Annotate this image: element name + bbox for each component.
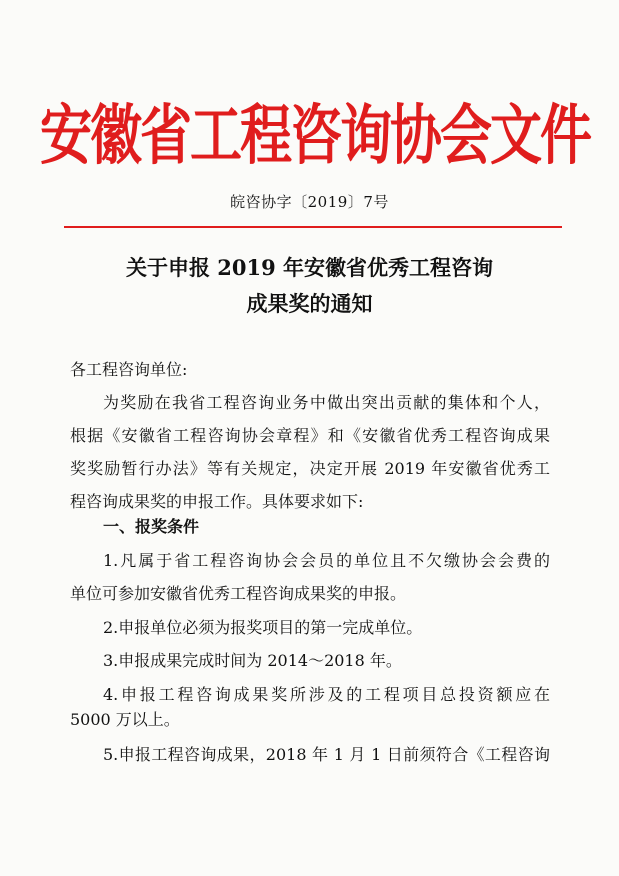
salutation: 各工程咨询单位: <box>70 360 188 379</box>
document-number: 皖咨协字〔2019〕7号 <box>230 193 389 211</box>
intro-line-1: 为奖励在我省工程咨询业务中做出突出贡献的集体和个人， <box>103 393 550 412</box>
section-heading-award-conditions: 一、报奖条件 <box>103 517 200 536</box>
item-5-line-1: 5.申报工程咨询成果，2018 年 1 月 1 日前须符合《工程咨询 <box>103 745 550 764</box>
item-3: 3.申报成果完成时间为 2014～2018 年。 <box>103 651 402 670</box>
item-1-line-1: 1.凡属于省工程咨询协会会员的单位且不欠缴协会会费的 <box>103 551 550 570</box>
intro-line-4: 程咨询成果奖的申报工作。具体要求如下: <box>70 492 364 511</box>
item-1-line-2: 单位可参加安徽省优秀工程咨询成果奖的申报。 <box>70 584 407 603</box>
item-4-line-2: 5000 万以上。 <box>70 710 180 729</box>
org-masthead-title: 安徽省工程咨询协会文件 <box>40 97 591 174</box>
notice-title-line-1: 关于申报 2019 年安徽省优秀工程咨询 <box>125 255 494 280</box>
intro-line-2: 根据《安徽省工程咨询协会章程》和《安徽省优秀工程咨询成果 <box>70 426 550 445</box>
red-divider-line <box>64 226 562 228</box>
item-4-line-1: 4.申报工程咨询成果奖所涉及的工程项目总投资额应在 <box>103 685 550 704</box>
item-2: 2.申报单位必须为报奖项目的第一完成单位。 <box>103 618 423 637</box>
intro-line-3: 奖奖励暂行办法》等有关规定，决定开展 2019 年安徽省优秀工 <box>70 459 550 478</box>
notice-title-line-2: 成果奖的通知 <box>246 291 373 316</box>
